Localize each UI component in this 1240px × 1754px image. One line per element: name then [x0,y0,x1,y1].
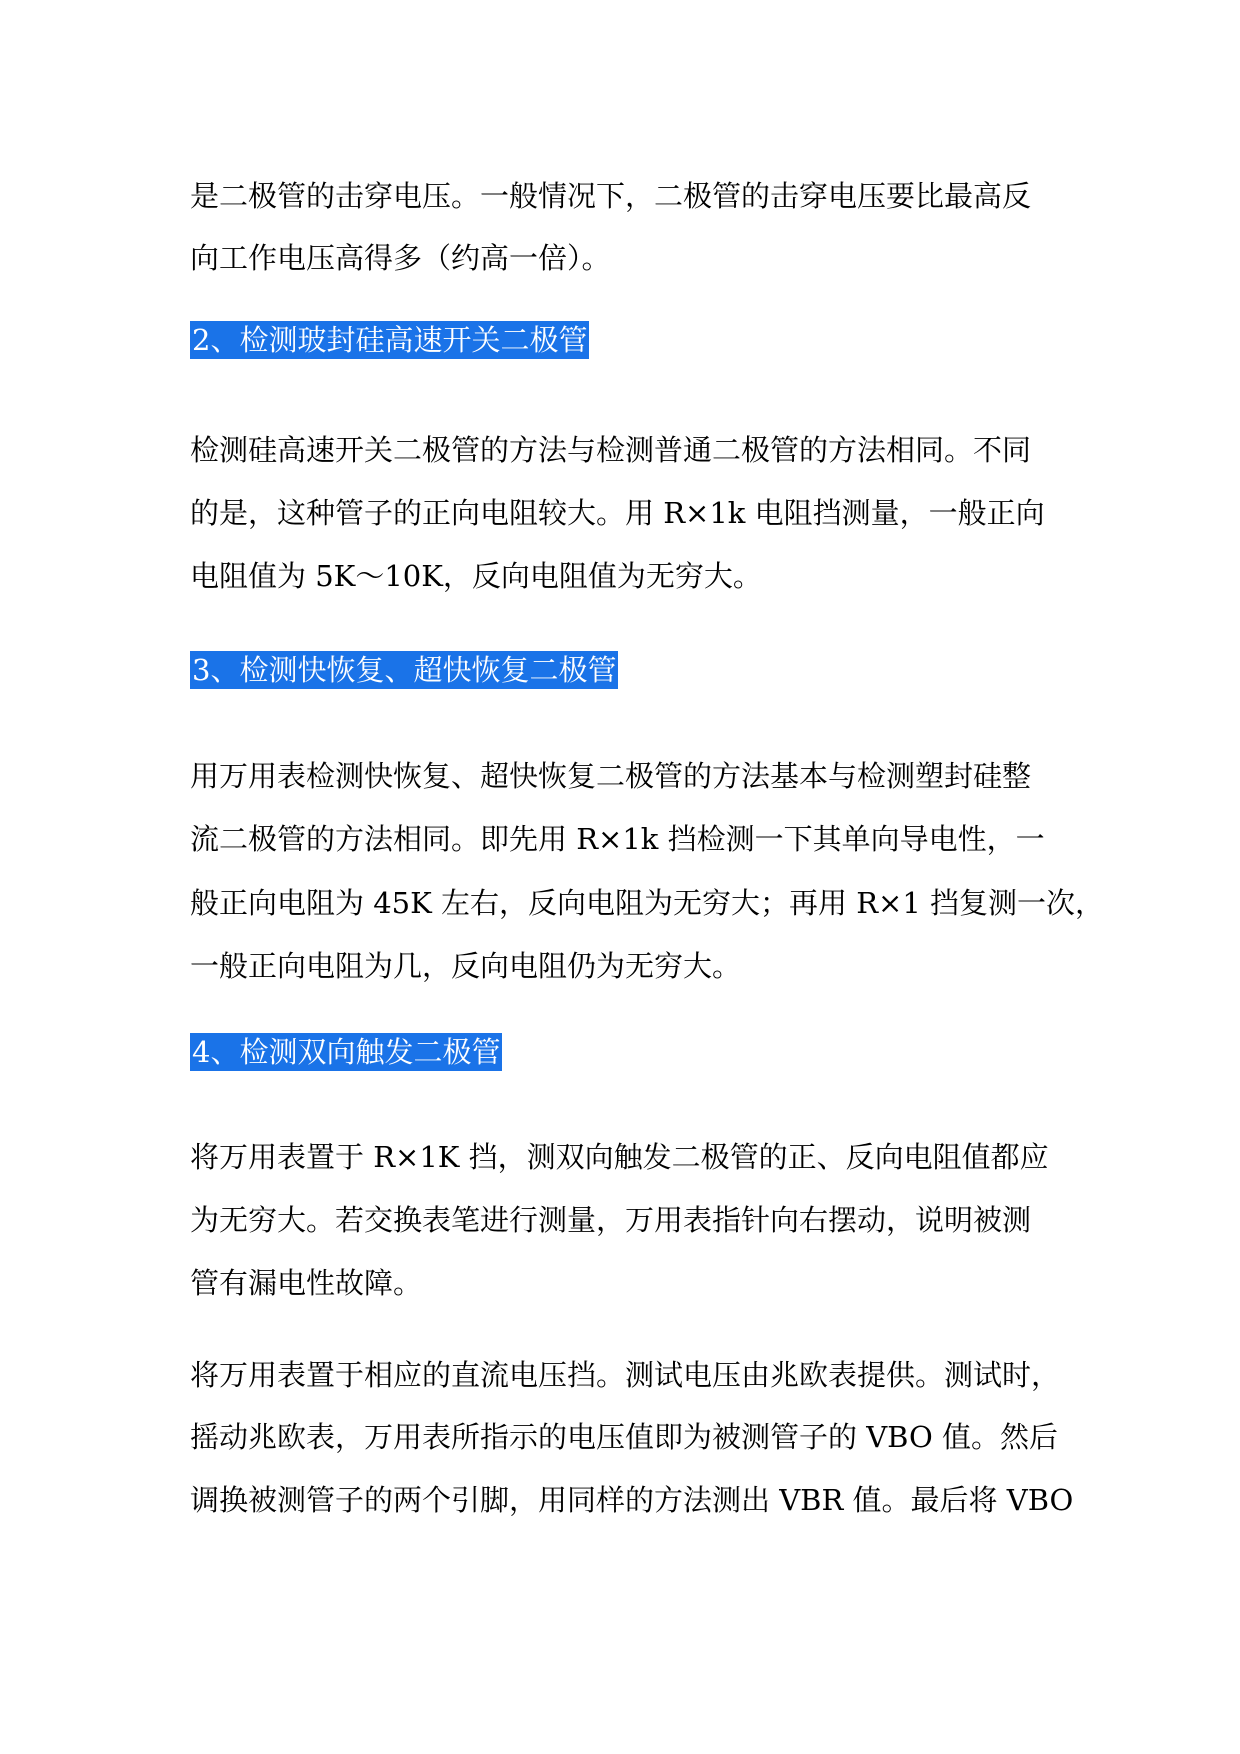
text-line: 一般正向电阻为几，反向电阻仍为无穷大。 [190,949,742,983]
text-line: 摇动兆欧表，万用表所指示的电压值即为被测管子的 VBO 值。然后 [190,1420,1059,1454]
text-line: 流二极管的方法相同。即先用 R×1k 挡检测一下其单向导电性，一 [190,822,1045,856]
text-line: 的是，这种管子的正向电阻较大。用 R×1k 电阻挡测量，一般正向 [190,496,1045,530]
text-line: 将万用表置于相应的直流电压挡。测试电压由兆欧表提供。测试时， [190,1358,1061,1392]
text-line: 调换被测管子的两个引脚，用同样的方法测出 VBR 值。最后将 VBO [190,1483,1074,1517]
text-line: 将万用表置于 R×1K 挡，测双向触发二极管的正、反向电阻值都应 [190,1140,1049,1174]
text-line: 向工作电压高得多（约高一倍）。 [190,241,611,275]
text-line: 检测硅高速开关二极管的方法与检测普通二极管的方法相同。不同 [190,433,1032,467]
section-heading-glass-sealed-switch-diode: 2、检测玻封硅高速开关二极管 [192,323,588,357]
section-heading-bidirectional-trigger-diode: 4、检测双向触发二极管 [192,1035,501,1069]
text-line: 般正向电阻为 45K 左右，反向电阻为无穷大；再用 R×1 挡复测一次， [190,886,1105,920]
text-line: 是二极管的击穿电压。一般情况下，二极管的击穿电压要比最高反 [190,179,1032,213]
text-line: 用万用表检测快恢复、超快恢复二极管的方法基本与检测塑封硅整 [190,759,1032,793]
text-line: 为无穷大。若交换表笔进行测量，万用表指针向右摆动，说明被测 [190,1203,1032,1237]
section-heading-fast-recovery-diode: 3、检测快恢复、超快恢复二极管 [192,653,617,687]
text-line: 管有漏电性故障。 [190,1266,423,1300]
text-line: 电阻值为 5K～10K，反向电阻值为无穷大。 [190,559,762,593]
